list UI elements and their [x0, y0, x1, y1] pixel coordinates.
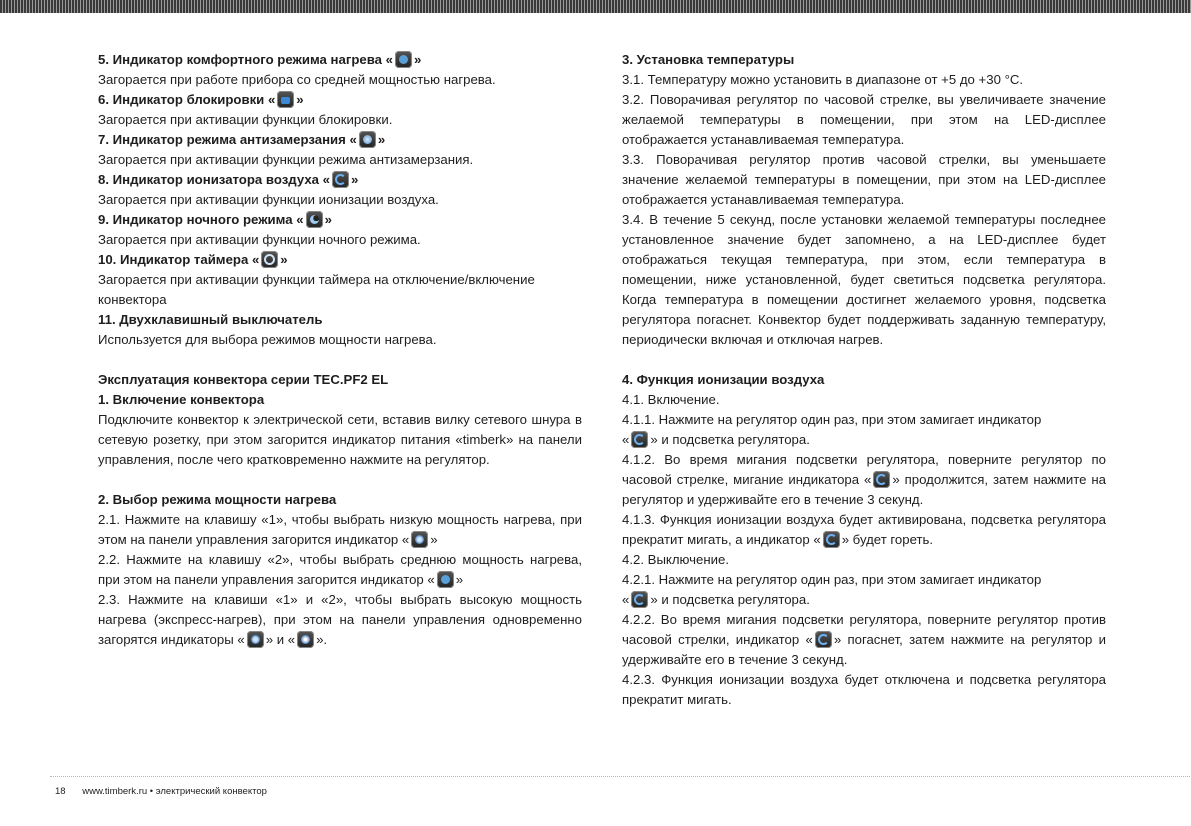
- item-11-desc: Используется для выбора режимов мощности нагрева.: [98, 332, 437, 347]
- ionizer-icon: [815, 631, 832, 648]
- item-7-desc: Загорается при активации функции режима антизамерзания.: [98, 152, 474, 167]
- ionizer-icon: [332, 171, 349, 188]
- top-stripe-bar: [0, 0, 1191, 13]
- section-2-2: 2.2. Нажмите на клавишу «2», чтобы выбрать среднюю мощность нагрева, при этом на панели управления загорится индикатор « »: [98, 552, 582, 587]
- section-2-1: 2.1. Нажмите на клавишу «1», чтобы выбрать низкую мощность нагрева, при этом на панели управления загорится индикатор « »: [98, 512, 582, 547]
- medium-power-icon: [437, 571, 454, 588]
- high-power-icon: [297, 631, 314, 648]
- section-4-1: 4.1. Включение.: [622, 392, 720, 407]
- item-6-title: 6. Индикатор блокировки « »: [98, 92, 304, 107]
- section-4-1-1: 4.1.1. Нажмите на регулятор один раз, при этом замигает индикатор « » и подсветка регулятора.: [622, 412, 1042, 447]
- section-1-text: Подключите конвектор к электрической сети, вставив вилку сетевого шнура в сетевую розетку, при этом загорится индикатор питания «timberk» на панели управления, после чего кратковременно нажмите на регулятор.: [98, 412, 582, 467]
- section-3-4: 3.4. В течение 5 секунд, после установки желаемой температуры последнее установленное значение будет запомнено, а на LED-дисплее будет отображаться текущая температура, при этом, если температура в помещении, ниже установленной, будет светиться подсветка регулятора. Когда температура в помещении достигнет желаемого уровня, подсветка регулятора погаснет. Конвектор будет поддерживать заданную температуру, периодически включая и отключая нагрев.: [622, 212, 1106, 347]
- ionizer-icon: [873, 471, 890, 488]
- night-mode-icon: [306, 211, 323, 228]
- page-number: 18: [55, 786, 66, 797]
- footer-divider: [50, 776, 1190, 777]
- ionizer-icon: [631, 431, 648, 448]
- section-1-title: 1. Включение конвектора: [98, 392, 265, 407]
- section-2-3: 2.3. Нажмите на клавиши «1» и «2», чтобы выбрать высокую мощность нагрева (экспресс-нагрев), при этом на панели управления одновременно загорятся индикаторы « » и « ».: [98, 592, 582, 647]
- item-10-desc: Загорается при активации функции таймера на отключение/включение конвектора: [98, 272, 535, 307]
- section-4-2: 4.2. Выключение.: [622, 552, 730, 567]
- section-4-title: 4. Функция ионизации воздуха: [622, 372, 825, 387]
- item-6-desc: Загорается при активации функции блокировки.: [98, 112, 393, 127]
- ionizer-icon: [631, 591, 648, 608]
- comfort-mode-icon: [395, 51, 412, 68]
- item-8-title: 8. Индикатор ионизатора воздуха « »: [98, 172, 359, 187]
- item-9-title: 9. Индикатор ночного режима « »: [98, 212, 332, 227]
- operation-title: Эксплуатация конвектора серии TEC.PF2 EL: [98, 372, 389, 387]
- footer: [55, 786, 267, 797]
- section-3-2: 3.2. Поворачивая регулятор по часовой стрелке, вы увеличиваете значение желаемой температуры в помещении, при этом на LED-дисплее отображается устанавливаемая температура.: [622, 92, 1106, 147]
- left-column: [98, 50, 582, 650]
- section-4-1-3: 4.1.3. Функция ионизации воздуха будет активирована, подсветка регулятора прекратит мигать, а индикатор « » будет гореть.: [622, 512, 1106, 547]
- right-column: [622, 50, 1106, 710]
- item-10-title: 10. Индикатор таймера « »: [98, 252, 288, 267]
- timer-icon: [261, 251, 278, 268]
- item-11-title: 11. Двухклавишный выключатель: [98, 312, 323, 327]
- low-power-icon: [411, 531, 428, 548]
- ionizer-icon: [823, 531, 840, 548]
- antifreeze-icon: [359, 131, 376, 148]
- item-5-title: 5. Индикатор комфортного режима нагрева « »: [98, 52, 422, 67]
- section-3-1: 3.1. Температуру можно установить в диапазоне от +5 до +30 °С.: [622, 72, 1024, 87]
- section-3-3: 3.3. Поворачивая регулятор против часовой стрелки, вы уменьшаете значение желаемой температуры в помещении, при этом на LED-дисплее отображается устанавливаемая температура.: [622, 152, 1106, 207]
- section-3-title: 3. Установка температуры: [622, 52, 795, 67]
- low-power-icon: [247, 631, 264, 648]
- section-4-2-1: 4.2.1. Нажмите на регулятор один раз, при этом замигает индикатор « » и подсветка регулятора.: [622, 572, 1042, 607]
- footer-text: www.timberk.ru • электрический конвектор: [82, 786, 267, 797]
- item-9-desc: Загорается при активации функции ночного режима.: [98, 232, 421, 247]
- lock-icon: [277, 91, 294, 108]
- section-2-title: 2. Выбор режима мощности нагрева: [98, 492, 337, 507]
- item-5-desc: Загорается при работе прибора со средней мощностью нагрева.: [98, 72, 496, 87]
- item-8-desc: Загорается при активации функции ионизации воздуха.: [98, 192, 439, 207]
- item-7-title: 7. Индикатор режима антизамерзания « »: [98, 132, 386, 147]
- section-4-1-2: 4.1.2. Во время мигания подсветки регулятора, поверните регулятор по часовой стрелке, мигание индикатора « » продолжится, затем нажмите на регулятор и удерживайте его в течение 3 секунд.: [622, 452, 1106, 507]
- section-4-2-3: 4.2.3. Функция ионизации воздуха будет отключена и подсветка регулятора прекратит мигать.: [622, 672, 1106, 707]
- section-4-2-2: 4.2.2. Во время мигания подсветки регулятора, поверните регулятор против часовой стрелки, индикатор « » погаснет, затем нажмите на регулятор и удерживайте его в течение 3 секунд.: [622, 612, 1106, 667]
